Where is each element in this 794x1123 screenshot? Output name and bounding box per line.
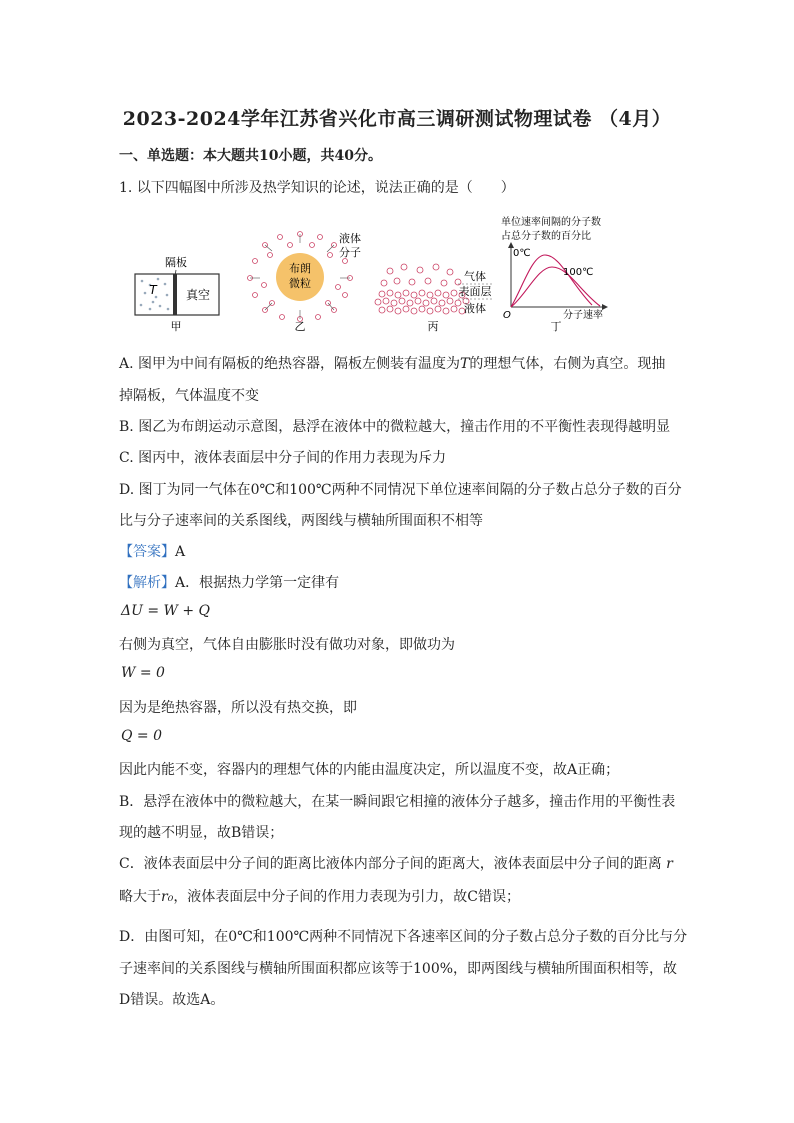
label-100c: 100℃ [563,267,594,278]
partition-label: 隔板 [165,256,187,269]
answer [119,541,185,561]
figure-ding [501,215,608,333]
figure-caption-ding: 丁 [550,320,562,333]
figure-caption-yi: 乙 [294,320,306,333]
figure-yi [248,231,362,333]
question-stem: 1. 以下四幅图中所涉及热学知识的论述，说法正确的是（ ） [119,180,515,196]
analysis-line-7: C．液体表面层中分子间的距离比液体内部分子间的距离大，液体表面层中分子间的距离 r [119,856,673,872]
equation-2: W = 0 [121,665,165,681]
liquid-label-2: 分子 [339,246,361,259]
curve-0c [511,255,592,307]
option-b: B. 图乙为布朗运动示意图，悬浮在液体中的微粒越大，撞击作用的不平衡性表现得越明显 [119,419,671,435]
option-d: D. 图丁为同一气体在0℃和100℃两种不同情况下单位速率间隔的分子数占总分子数的百分 [119,482,682,498]
figure-jia [135,255,219,333]
surface-layer-label: 表面层 [458,285,492,298]
origin-label: O [503,310,511,321]
ding-ylabel-2: 占总分子数的百分比 [501,231,591,242]
vacuum-label: 真空 [185,288,211,302]
analysis-line-5: B．悬浮在液体中的微粒越大，在某一瞬间跟它相撞的液体分子越多，撞击作用的平衡性表 [119,794,676,810]
figure-bing [375,264,494,333]
figure-caption-jia: 甲 [170,320,182,333]
analysis-line-9: D．由图可知，在0℃和100℃两种不同情况下各速率区间的分子数占总分子数的百分比与分 [119,929,688,945]
option-c: C. 图丙中，液体表面层中分子间的作用力表现为斥力 [119,450,447,466]
analysis-line-6: 现的越不明显，故B错误； [119,825,284,841]
option-d-cont: 比与分子速率间的关系图线，两图线与横轴所围面积不相等 [119,513,483,529]
answer-tag: 【答案】 [119,544,175,560]
surface-molecules [381,264,461,286]
analysis-line-3: 因为是绝热容器，所以没有热交换，即 [119,700,357,716]
particle-label-1: 布朗 [289,262,311,275]
gas-label: 气体 [464,270,486,283]
option-a: A. 图甲为中间有隔板的绝热容器，隔板左侧装有温度为T的理想气体，右侧为真空。现抽 [119,356,666,372]
analysis-line-11: D错误。故选A。 [119,992,225,1008]
liquid-bulk-molecules [375,290,469,314]
analysis-line-2: 右侧为真空，气体自由膨胀时没有做功对象，即做功为 [119,637,455,653]
liquid-label-1: 液体 [339,232,361,245]
partition [173,274,177,315]
temperature-symbol: T [149,283,157,297]
section-heading: 一、单选题：本大题共10小题，共40分。 [119,148,382,164]
analysis-line-8: 略大于r₀，液体表面层中分子间的作用力表现为引力，故C错误； [119,889,521,905]
liquid-label: 液体 [464,302,486,315]
figures [0,215,794,335]
answer-value: A [175,544,186,560]
analysis-line-10: 子速率间的关系图线与横轴所围面积都应该等于100%，即两图线与横轴所围面积相等，故 [119,961,678,977]
analysis-line-1: 【解析】A．根据热力学第一定律有 [119,575,340,591]
equation-3: Q = 0 [121,728,163,744]
ding-xlabel: 分子速率 [563,310,603,321]
label-0c: 0℃ [513,248,531,259]
particle-label-2: 微粒 [289,277,311,290]
figure-caption-bing: 丙 [427,320,439,333]
option-a-cont: 掉隔板，气体温度不变 [119,388,259,404]
analysis-line-4: 因此内能不变，容器内的理想气体的内能由温度决定，所以温度不变，故A正确； [119,762,620,778]
page-title: 2023-2024学年江苏省兴化市高三调研测试物理试卷 （4月） [122,108,672,130]
ding-ylabel-1: 单位速率间隔的分子数 [501,217,601,228]
equation-1: ΔU = W + Q [121,603,211,619]
analysis-tag: 【解析】 [119,575,175,591]
